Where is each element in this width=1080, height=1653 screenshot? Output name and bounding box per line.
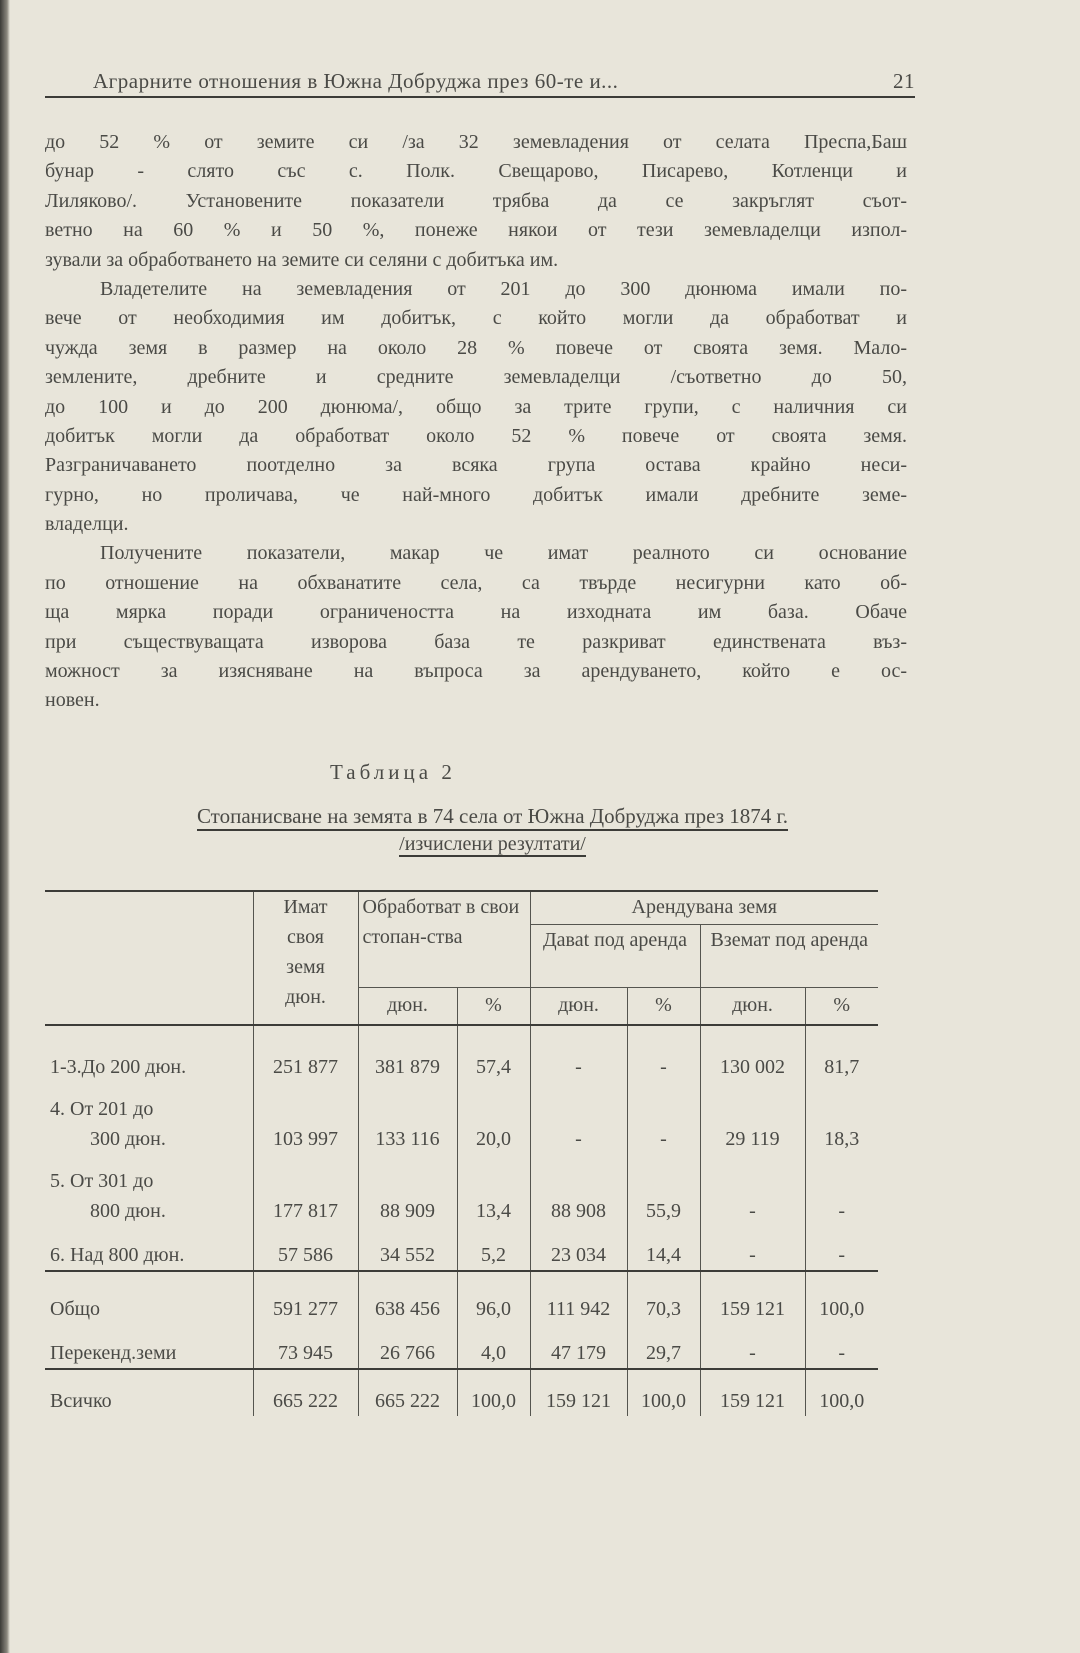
cell-cult: 88 909 [358, 1154, 457, 1226]
row-label-text: 800 дюн. [90, 1200, 166, 1222]
table-caption: Таблица 2 [330, 760, 456, 784]
table-subtitle: /изчислени резултати/ [399, 833, 586, 855]
cultivate-header: Обработват в свои стопан-ства [358, 891, 530, 988]
cell-cult-pct: 57,4 [457, 1025, 530, 1082]
pct-header: % [457, 988, 530, 1026]
text-line: при съществуващата изворова база те разкриват единствената въз- [45, 630, 907, 653]
text-line: можност за изясняване на въпроса за арендуването, който е ос- [45, 660, 907, 683]
cell-own: 665 222 [253, 1369, 358, 1416]
row-label [45, 1154, 253, 1226]
table-row [45, 1324, 878, 1369]
cell-cult: 34 552 [358, 1226, 457, 1271]
unit-header: дюн. [700, 988, 805, 1026]
text-line: Получените показатели, макар че имат реалното си основание [100, 542, 907, 565]
row-label [45, 1226, 253, 1271]
row-label-text: 1-3.До 200 дюн. [50, 1056, 187, 1078]
cell-give: 88 908 [530, 1154, 627, 1226]
row-label [45, 1324, 253, 1369]
cell-own: 177 817 [253, 1154, 358, 1226]
cell-cult: 381 879 [358, 1025, 457, 1082]
land-use-table [45, 890, 878, 1416]
cell-own: 57 586 [253, 1226, 358, 1271]
cell-take: - [700, 1154, 805, 1226]
cell-give-pct: - [627, 1025, 700, 1082]
cell-give-pct: - [627, 1082, 700, 1154]
cell-own: 591 277 [253, 1271, 358, 1324]
cell-cult: 638 456 [358, 1271, 457, 1324]
cell-take: 130 002 [700, 1025, 805, 1082]
cell-cult: 133 116 [358, 1082, 457, 1154]
text-line: чужда земя в размер на около 28 % повече от своята земя. Мало- [45, 336, 907, 359]
cell-give-pct: 29,7 [627, 1324, 700, 1369]
cell-give-pct: 70,3 [627, 1271, 700, 1324]
row-label-text: 5. От 301 до [50, 1170, 154, 1192]
cell-cult: 665 222 [358, 1369, 457, 1416]
running-title: Аграрните отношения в Южна Добруджа през 60-те и... [93, 69, 619, 93]
text-line: бунар - слято със с. Полк. Свещарово, Писарево, Котленци и [45, 160, 907, 183]
row-label-text: 6. Над 800 дюн. [50, 1244, 185, 1266]
text-line: добитък могли да обработват около 52 % повече от своята земя. [45, 424, 907, 447]
cell-give: 47 179 [530, 1324, 627, 1369]
cell-give: 23 034 [530, 1226, 627, 1271]
cell-take: - [700, 1324, 805, 1369]
cell-take-pct: 18,3 [805, 1082, 878, 1154]
cell-give-pct: 100,0 [627, 1369, 700, 1416]
unit-header: дюн. [530, 988, 627, 1026]
row-label [45, 1271, 253, 1324]
cell-take-pct: 100,0 [805, 1369, 878, 1416]
text-line: Владетелите на земевладения от 201 до 300 дюнюма имали по- [100, 277, 907, 300]
table-row [45, 1369, 878, 1416]
cell-cult-pct: 4,0 [457, 1324, 530, 1369]
row-label-text: 4. От 201 до [50, 1098, 154, 1120]
table-subtitle-wrap [45, 833, 940, 856]
table-row [45, 1271, 878, 1324]
cell-cult: 26 766 [358, 1324, 457, 1369]
give-lease-header: Даваt под аренда [530, 925, 700, 988]
table-row [45, 1025, 878, 1082]
cell-give: 159 121 [530, 1369, 627, 1416]
row-label-text: Перекенд.земи [50, 1342, 177, 1364]
cell-cult-pct: 5,2 [457, 1226, 530, 1271]
text-line: до 52 % от земите си /за 32 земевладения от селата Преспа,Баш [45, 131, 907, 153]
table-row [45, 1082, 878, 1154]
cell-own: 103 997 [253, 1082, 358, 1154]
row-label-text: 300 дюн. [90, 1128, 166, 1150]
text-line: владелци. [45, 513, 129, 536]
cell-give-pct: 55,9 [627, 1154, 700, 1226]
leased-land-header: Арендувана земя [530, 891, 878, 925]
unit-header: дюн. [358, 988, 457, 1026]
page-number: 21 [893, 69, 915, 93]
cell-own: 73 945 [253, 1324, 358, 1369]
cell-take-pct: 81,7 [805, 1025, 878, 1082]
text-line: зували за обработването на земите си селяни с добитъка им. [45, 248, 559, 271]
cell-take: 159 121 [700, 1369, 805, 1416]
cell-take: 159 121 [700, 1271, 805, 1324]
cell-take-pct: - [805, 1324, 878, 1369]
cell-give-pct: 14,4 [627, 1226, 700, 1271]
text-line: по отношение на обхванатите села, са твърде несигурни като об- [45, 571, 907, 594]
cell-give: - [530, 1025, 627, 1082]
cell-take-pct: - [805, 1154, 878, 1226]
cell-cult-pct: 13,4 [457, 1154, 530, 1226]
table-row [45, 1226, 878, 1271]
text-line: до 100 и до 200 дюнюма/, общо за трите групи, с наличния си [45, 395, 907, 418]
text-line: землените, дребните и средните земевладелци /съответно до 50, [45, 366, 907, 389]
pct-header: % [805, 988, 878, 1026]
table-title: Стопанисване на земята в 74 села от Южна Добруджа през 1874 г. [197, 803, 788, 831]
text-line: ветно на 60 % и 50 %, понеже някои от тези земевладелци изпол- [45, 219, 907, 242]
text-line: Лиляково/. Установените показатели трябва да се закръглят съот- [45, 189, 907, 212]
text-line: вече от необходимия им добитък, с който могли да обработват и [45, 307, 907, 330]
row-label [45, 1082, 253, 1154]
cell-give: - [530, 1082, 627, 1154]
cell-take: 29 119 [700, 1082, 805, 1154]
row-label-text: Всичко [50, 1390, 112, 1412]
cell-cult-pct: 20,0 [457, 1082, 530, 1154]
row-label-text: Общо [50, 1298, 101, 1320]
cell-cult-pct: 96,0 [457, 1271, 530, 1324]
row-label [45, 1369, 253, 1416]
cell-cult-pct: 100,0 [457, 1369, 530, 1416]
cell-take: - [700, 1226, 805, 1271]
text-line: ща мярка поради ограничеността на изходната им база. Обаче [45, 601, 907, 624]
cell-take-pct: 100,0 [805, 1271, 878, 1324]
text-line: Разграничаването поотделно за всяка група остава крайно неси- [45, 454, 907, 477]
book-spine-shadow [0, 0, 10, 1653]
row-label [45, 1025, 253, 1082]
table-row [45, 1154, 878, 1226]
cell-own: 251 877 [253, 1025, 358, 1082]
pct-header: % [627, 988, 700, 1026]
own-land-header: Имат своя земя дюн. [253, 891, 358, 1025]
cell-take-pct: - [805, 1226, 878, 1271]
text-line: новен. [45, 689, 100, 712]
row-label-header [45, 891, 253, 1025]
running-header [45, 66, 915, 98]
text-line: гурно, но проличава, че най-много добитък имали дребните земе- [45, 483, 907, 506]
body-text [45, 128, 907, 716]
cell-give: 111 942 [530, 1271, 627, 1324]
table-title-wrap [45, 803, 940, 831]
take-lease-header: Вземат под аренда [700, 925, 878, 988]
